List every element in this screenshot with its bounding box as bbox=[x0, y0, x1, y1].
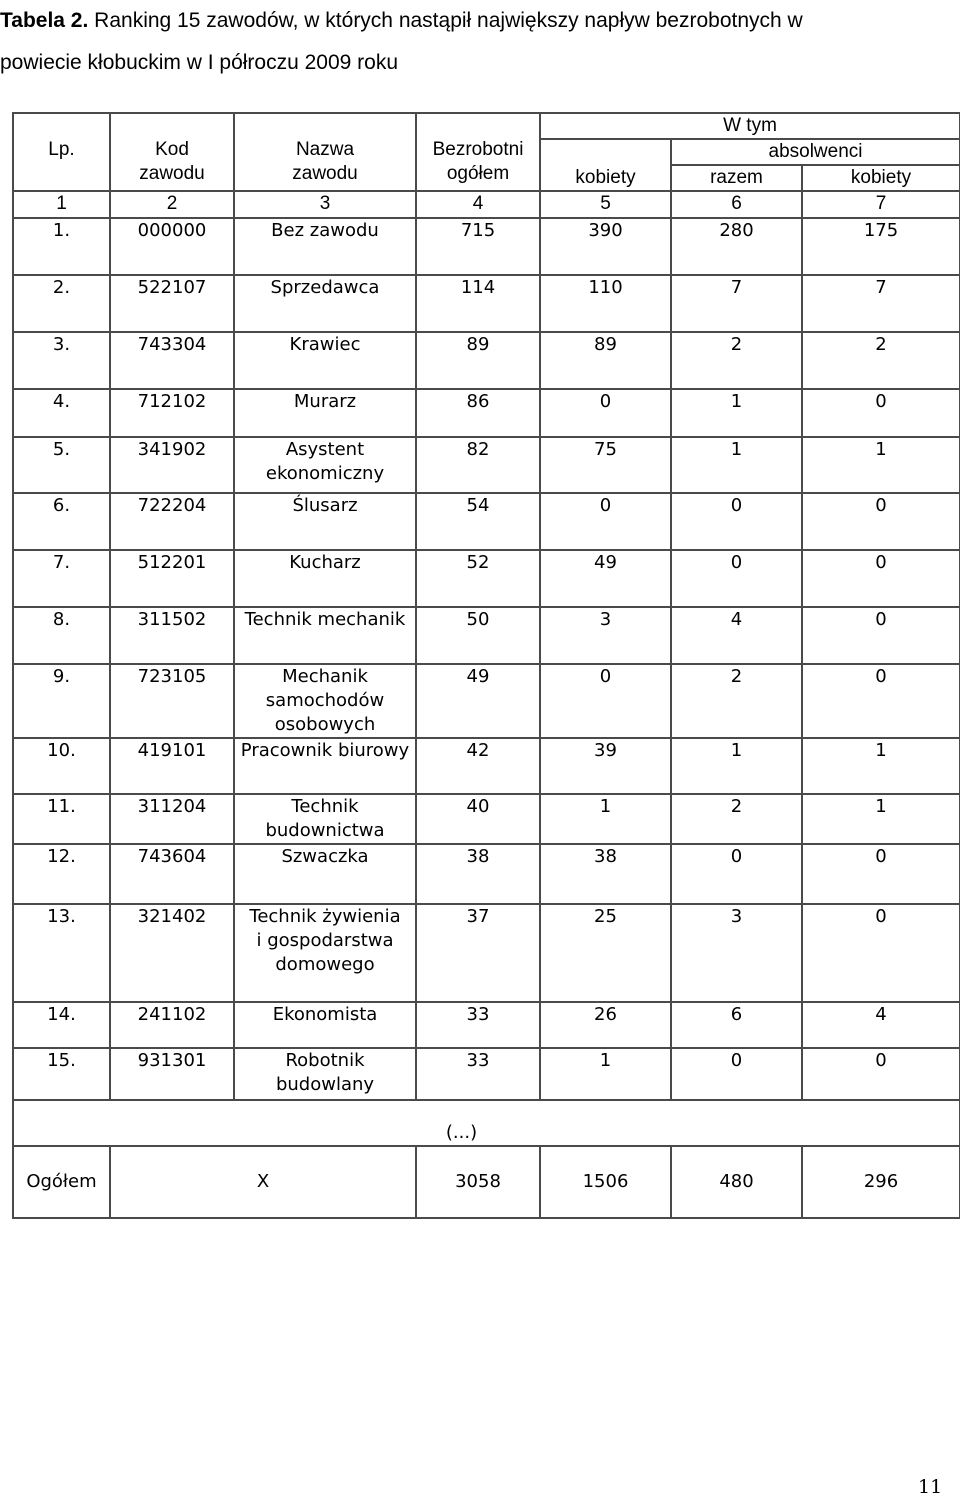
column-number: 4 bbox=[416, 191, 540, 218]
occupation-name-line: budowlany bbox=[275, 1074, 375, 1095]
cell-nazwa-zawodu bbox=[234, 904, 416, 1002]
table-row bbox=[13, 493, 960, 550]
occupation-name-line: i gospodarstwa bbox=[256, 930, 394, 951]
occupation-name-line: domowego bbox=[275, 954, 375, 975]
cell-absolwenci-kobiety: 175 bbox=[802, 218, 960, 275]
cell-kod-zawodu: 311502 bbox=[110, 607, 234, 664]
table-row bbox=[13, 794, 960, 844]
cell-bezrobotni-ogolem: 42 bbox=[416, 738, 540, 794]
header-w-tym: W tym bbox=[540, 113, 960, 139]
table-row bbox=[13, 738, 960, 794]
cell-absolwenci-kobiety: 0 bbox=[802, 664, 960, 738]
cell-absolwenci-kobiety: 0 bbox=[802, 1048, 960, 1100]
cell-absolwenci-kobiety: 2 bbox=[802, 332, 960, 389]
cell-absolwenci-razem: 0 bbox=[671, 844, 802, 904]
cell-lp: 2. bbox=[13, 275, 110, 332]
cell-kod-zawodu: 931301 bbox=[110, 1048, 234, 1100]
cell-nazwa-zawodu bbox=[234, 550, 416, 607]
cell-nazwa-zawodu bbox=[234, 218, 416, 275]
cell-absolwenci-kobiety: 0 bbox=[802, 844, 960, 904]
cell-lp: 7. bbox=[13, 550, 110, 607]
cell-lp: 6. bbox=[13, 493, 110, 550]
cell-lp: 10. bbox=[13, 738, 110, 794]
cell-absolwenci-kobiety: 7 bbox=[802, 275, 960, 332]
table-row bbox=[13, 1002, 960, 1048]
column-number: 1 bbox=[13, 191, 110, 218]
cell-absolwenci-razem: 2 bbox=[671, 332, 802, 389]
header-absolwenci: absolwenci bbox=[671, 139, 960, 165]
cell-absolwenci-razem: 0 bbox=[671, 550, 802, 607]
cell-kod-zawodu: 522107 bbox=[110, 275, 234, 332]
total-row bbox=[13, 1146, 960, 1218]
cell-kobiety: 110 bbox=[540, 275, 671, 332]
cell-kod-zawodu: 321402 bbox=[110, 904, 234, 1002]
cell-kobiety: 89 bbox=[540, 332, 671, 389]
occupation-name-line: Murarz bbox=[293, 391, 357, 412]
page-number: 11 bbox=[918, 1476, 943, 1498]
cell-kod-zawodu: 723105 bbox=[110, 664, 234, 738]
cell-total-kobiety: 1506 bbox=[540, 1146, 671, 1218]
cell-nazwa-zawodu bbox=[234, 607, 416, 664]
cell-absolwenci-razem: 1 bbox=[671, 738, 802, 794]
table-row bbox=[13, 844, 960, 904]
column-number: 2 bbox=[110, 191, 234, 218]
cell-bezrobotni-ogolem: 52 bbox=[416, 550, 540, 607]
cell-kobiety: 39 bbox=[540, 738, 671, 794]
occupation-name-line: ekonomiczny bbox=[265, 463, 385, 484]
table-caption bbox=[0, 0, 958, 84]
table-row bbox=[13, 607, 960, 664]
column-number: 6 bbox=[671, 191, 802, 218]
table-row bbox=[13, 904, 960, 1002]
cell-bezrobotni-ogolem: 114 bbox=[416, 275, 540, 332]
cell-bezrobotni-ogolem: 86 bbox=[416, 389, 540, 437]
cell-absolwenci-kobiety: 0 bbox=[802, 493, 960, 550]
column-number: 7 bbox=[802, 191, 960, 218]
cell-nazwa-zawodu bbox=[234, 332, 416, 389]
cell-absolwenci-razem: 7 bbox=[671, 275, 802, 332]
cell-kod-zawodu: 341902 bbox=[110, 437, 234, 493]
column-number: 5 bbox=[540, 191, 671, 218]
cell-nazwa-zawodu bbox=[234, 275, 416, 332]
cell-kobiety: 75 bbox=[540, 437, 671, 493]
occupation-name-line: Asystent bbox=[285, 439, 365, 460]
cell-kobiety: 3 bbox=[540, 607, 671, 664]
cell-kobiety: 25 bbox=[540, 904, 671, 1002]
table-label: Tabela 2. bbox=[0, 9, 89, 32]
cell-absolwenci-razem: 1 bbox=[671, 389, 802, 437]
occupation-name-line: osobowych bbox=[274, 714, 376, 735]
cell-absolwenci-kobiety: 0 bbox=[802, 904, 960, 1002]
table-row bbox=[13, 550, 960, 607]
occupation-name-line: Robotnik bbox=[285, 1050, 365, 1071]
cell-kod-zawodu: 311204 bbox=[110, 794, 234, 844]
cell-absolwenci-kobiety: 0 bbox=[802, 550, 960, 607]
header-absolwenci-razem: razem bbox=[671, 165, 802, 191]
occupation-name-line: Technik mechanik bbox=[244, 609, 406, 630]
ranking-table bbox=[12, 112, 960, 1219]
cell-kod-zawodu: 743604 bbox=[110, 844, 234, 904]
table-row bbox=[13, 332, 960, 389]
cell-absolwenci-razem: 2 bbox=[671, 794, 802, 844]
cell-kobiety: 38 bbox=[540, 844, 671, 904]
cell-absolwenci-kobiety: 1 bbox=[802, 437, 960, 493]
header-absolwenci-kobiety: kobiety bbox=[802, 165, 960, 191]
cell-bezrobotni-ogolem: 50 bbox=[416, 607, 540, 664]
cell-total-label: Ogółem bbox=[13, 1146, 110, 1218]
cell-kobiety: 1 bbox=[540, 1048, 671, 1100]
occupation-name-line: Kucharz bbox=[289, 552, 361, 573]
table-title-line-2: powiecie kłobuckim w I półroczu 2009 roku bbox=[0, 51, 399, 74]
cell-kod-zawodu: 512201 bbox=[110, 550, 234, 607]
cell-bezrobotni-ogolem: 49 bbox=[416, 664, 540, 738]
cell-absolwenci-razem: 6 bbox=[671, 1002, 802, 1048]
cell-bezrobotni-ogolem: 40 bbox=[416, 794, 540, 844]
cell-kobiety: 26 bbox=[540, 1002, 671, 1048]
cell-nazwa-zawodu bbox=[234, 738, 416, 794]
occupation-name-line: Ekonomista bbox=[272, 1004, 378, 1025]
occupation-name-line: Bez zawodu bbox=[271, 220, 379, 241]
cell-absolwenci-razem: 0 bbox=[671, 493, 802, 550]
cell-lp: 3. bbox=[13, 332, 110, 389]
cell-nazwa-zawodu bbox=[234, 493, 416, 550]
header-kod-zawodu: Kod zawodu bbox=[110, 113, 234, 191]
cell-absolwenci-razem: 0 bbox=[671, 1048, 802, 1100]
cell-absolwenci-kobiety: 0 bbox=[802, 389, 960, 437]
cell-kobiety: 1 bbox=[540, 794, 671, 844]
cell-total-absolwenci-kobiety: 296 bbox=[802, 1146, 960, 1218]
header-bezrobotni-ogolem: Bezrobotni ogółem bbox=[416, 113, 540, 191]
ellipsis-row bbox=[13, 1100, 960, 1146]
cell-absolwenci-kobiety: 1 bbox=[802, 738, 960, 794]
table-row bbox=[13, 275, 960, 332]
table-row bbox=[13, 664, 960, 738]
cell-absolwenci-kobiety: 1 bbox=[802, 794, 960, 844]
cell-lp: 8. bbox=[13, 607, 110, 664]
occupation-name-line: Technik żywienia bbox=[249, 906, 401, 927]
occupation-name-line: Technik bbox=[291, 796, 359, 817]
cell-kobiety: 49 bbox=[540, 550, 671, 607]
header-kobiety: kobiety bbox=[540, 139, 671, 191]
table-row bbox=[13, 1048, 960, 1100]
table-row bbox=[13, 389, 960, 437]
cell-total-ogolem: 3058 bbox=[416, 1146, 540, 1218]
column-number-row bbox=[13, 191, 960, 218]
cell-kobiety: 390 bbox=[540, 218, 671, 275]
occupation-name-line: samochodów bbox=[265, 690, 385, 711]
cell-total-absolwenci-razem: 480 bbox=[671, 1146, 802, 1218]
cell-absolwenci-razem: 3 bbox=[671, 904, 802, 1002]
cell-lp: 13. bbox=[13, 904, 110, 1002]
cell-lp: 4. bbox=[13, 389, 110, 437]
occupation-name-line: Ślusarz bbox=[292, 495, 358, 516]
cell-nazwa-zawodu bbox=[234, 794, 416, 844]
cell-absolwenci-razem: 4 bbox=[671, 607, 802, 664]
cell-lp: 15. bbox=[13, 1048, 110, 1100]
cell-bezrobotni-ogolem: 54 bbox=[416, 493, 540, 550]
column-number: 3 bbox=[234, 191, 416, 218]
cell-lp: 9. bbox=[13, 664, 110, 738]
cell-bezrobotni-ogolem: 89 bbox=[416, 332, 540, 389]
cell-kod-zawodu: 712102 bbox=[110, 389, 234, 437]
occupation-name-line: Pracownik biurowy bbox=[240, 740, 410, 761]
occupation-name-line: Krawiec bbox=[289, 334, 361, 355]
occupation-name-line: Sprzedawca bbox=[270, 277, 380, 298]
cell-absolwenci-razem: 1 bbox=[671, 437, 802, 493]
table-title-line-1: Ranking 15 zawodów, w których nastąpił największy napływ bezrobotnych w bbox=[94, 9, 803, 32]
cell-kod-zawodu: 743304 bbox=[110, 332, 234, 389]
cell-nazwa-zawodu bbox=[234, 389, 416, 437]
table-row bbox=[13, 437, 960, 493]
cell-absolwenci-kobiety: 4 bbox=[802, 1002, 960, 1048]
cell-kod-zawodu: 722204 bbox=[110, 493, 234, 550]
cell-kod-zawodu: 241102 bbox=[110, 1002, 234, 1048]
cell-absolwenci-razem: 2 bbox=[671, 664, 802, 738]
cell-kobiety: 0 bbox=[540, 389, 671, 437]
occupation-name-line: budownictwa bbox=[265, 820, 385, 841]
cell-absolwenci-razem: 280 bbox=[671, 218, 802, 275]
cell-lp: 1. bbox=[13, 218, 110, 275]
cell-nazwa-zawodu bbox=[234, 437, 416, 493]
header-nazwa-zawodu: Nazwa zawodu bbox=[234, 113, 416, 191]
cell-bezrobotni-ogolem: 33 bbox=[416, 1002, 540, 1048]
occupation-name-line: Mechanik bbox=[282, 666, 368, 687]
cell-lp: 14. bbox=[13, 1002, 110, 1048]
cell-total-kod: X bbox=[110, 1146, 416, 1218]
ellipsis-text: (...) bbox=[445, 1122, 478, 1143]
cell-lp: 5. bbox=[13, 437, 110, 493]
cell-bezrobotni-ogolem: 82 bbox=[416, 437, 540, 493]
cell-kod-zawodu: 419101 bbox=[110, 738, 234, 794]
cell-bezrobotni-ogolem: 37 bbox=[416, 904, 540, 1002]
cell-kobiety: 0 bbox=[540, 493, 671, 550]
cell-nazwa-zawodu bbox=[234, 844, 416, 904]
occupation-name-line: Szwaczka bbox=[281, 846, 369, 867]
cell-lp: 12. bbox=[13, 844, 110, 904]
cell-kod-zawodu: 000000 bbox=[110, 218, 234, 275]
cell-bezrobotni-ogolem: 33 bbox=[416, 1048, 540, 1100]
cell-lp: 11. bbox=[13, 794, 110, 844]
cell-absolwenci-kobiety: 0 bbox=[802, 607, 960, 664]
table-row bbox=[13, 218, 960, 275]
cell-bezrobotni-ogolem: 38 bbox=[416, 844, 540, 904]
cell-kobiety: 0 bbox=[540, 664, 671, 738]
header-lp: Lp. bbox=[13, 113, 110, 191]
cell-nazwa-zawodu bbox=[234, 1048, 416, 1100]
cell-nazwa-zawodu bbox=[234, 1002, 416, 1048]
cell-bezrobotni-ogolem: 715 bbox=[416, 218, 540, 275]
cell-nazwa-zawodu bbox=[234, 664, 416, 738]
